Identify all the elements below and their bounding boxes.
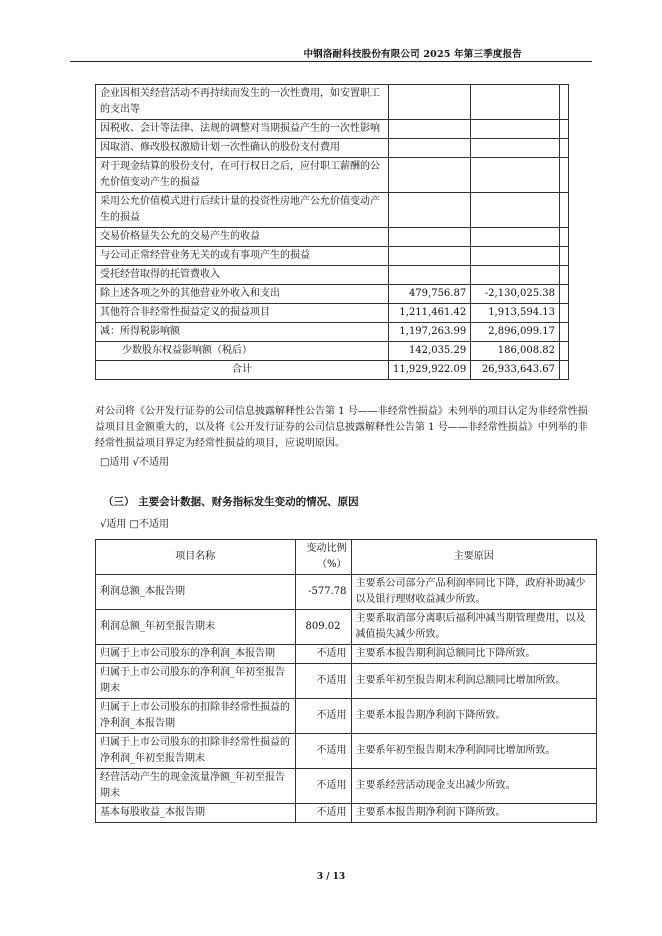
table-row bbox=[96, 228, 569, 247]
ytd-value bbox=[471, 158, 560, 193]
note-cell bbox=[559, 361, 568, 380]
change-ratio: -577.78 bbox=[295, 575, 351, 610]
note-cell bbox=[559, 266, 568, 285]
page-header: 中钢洛耐科技股份有限公司 2025 年第三季度报告 bbox=[303, 49, 522, 60]
total-label: 合计 bbox=[96, 361, 389, 380]
header-divider bbox=[70, 61, 592, 62]
item-name: 归属于上市公司股东的扣除非经常性损益的净利润_本报告期 bbox=[96, 699, 296, 734]
item-name: 除上述各项之外的其他营业外收入和支出 bbox=[96, 285, 389, 304]
table-row bbox=[96, 285, 569, 304]
item-name: 少数股东权益影响额（税后） bbox=[96, 342, 389, 361]
table-row bbox=[96, 664, 597, 699]
note-cell bbox=[559, 304, 568, 323]
item-name: 因取消、修改股权激励计划一次性确认的股份支付费用 bbox=[96, 139, 389, 158]
applicable-checkbox-2: √适用 □不适用 bbox=[100, 519, 169, 530]
ytd-value bbox=[471, 266, 560, 285]
table-row bbox=[96, 120, 569, 139]
table-row bbox=[96, 158, 569, 193]
item-name: 与公司正常经营业务无关的或有事项产生的损益 bbox=[96, 247, 389, 266]
change-ratio: 不适用 bbox=[295, 769, 351, 804]
note-cell bbox=[559, 158, 568, 193]
item-name: 受托经营取得的托管费收入 bbox=[96, 266, 389, 285]
current-value bbox=[389, 193, 471, 228]
change-ratio: 不适用 bbox=[295, 699, 351, 734]
item-name: 采用公允价值模式进行后续计量的投资性房地产公允价值变动产生的损益 bbox=[96, 193, 389, 228]
current-value: 1,211,461.42 bbox=[389, 304, 471, 323]
table-row bbox=[96, 610, 597, 645]
main-reason: 主要系本报告期净利润下降所致。 bbox=[351, 804, 596, 823]
main-reason: 主要系本报告期净利润下降所致。 bbox=[351, 699, 596, 734]
table-row bbox=[96, 734, 597, 769]
note-cell bbox=[559, 120, 568, 139]
main-reason: 主要系经营活动现金支出减少所致。 bbox=[351, 769, 596, 804]
change-ratio: 不适用 bbox=[295, 664, 351, 699]
section-title: （三） 主要会计数据、财务指标发生变动的情况、原因 bbox=[103, 496, 359, 508]
item-name: 归属于上市公司股东的净利润_本报告期 bbox=[96, 645, 296, 664]
table-row bbox=[96, 193, 569, 228]
current-value: 11,929,922.09 bbox=[389, 361, 471, 380]
ytd-value bbox=[471, 247, 560, 266]
main-reason: 主要系公司部分产品利润率同比下降，政府补助减少以及银行理财收益减少所致。 bbox=[351, 575, 596, 610]
ytd-value: 26,933,643.67 bbox=[471, 361, 560, 380]
current-value bbox=[389, 247, 471, 266]
note-cell bbox=[559, 228, 568, 247]
current-value bbox=[389, 228, 471, 247]
change-ratio: 不适用 bbox=[295, 645, 351, 664]
item-name: 因税收、会计等法律、法规的调整对当期损益产生的一次性影响 bbox=[96, 120, 389, 139]
table-row bbox=[96, 575, 597, 610]
current-value bbox=[389, 85, 471, 120]
table-row bbox=[96, 323, 569, 342]
item-name: 归属于上市公司股东的扣除非经常性损益的净利润_年初至报告期末 bbox=[96, 734, 296, 769]
current-value: 479,756.87 bbox=[389, 285, 471, 304]
table-row bbox=[96, 769, 597, 804]
table-row bbox=[96, 139, 569, 158]
item-name: 归属于上市公司股东的净利润_年初至报告期末 bbox=[96, 664, 296, 699]
note-cell bbox=[559, 193, 568, 228]
current-value bbox=[389, 120, 471, 139]
ytd-value: -2,130,025.38 bbox=[471, 285, 560, 304]
main-reason: 主要系年初至报告期末利润总额同比增加所致。 bbox=[351, 664, 596, 699]
change-ratio: 809.02 bbox=[295, 610, 351, 645]
table-header-row bbox=[96, 540, 597, 575]
table-row bbox=[96, 266, 569, 285]
item-name: 经营活动产生的现金流量净额_年初至报告期末 bbox=[96, 769, 296, 804]
item-name: 减：所得税影响额 bbox=[96, 323, 389, 342]
item-name: 企业因相关经营活动不再持续而发生的一次性费用，如安置职工的支出等 bbox=[96, 85, 389, 120]
note-cell bbox=[559, 285, 568, 304]
item-name: 基本每股收益_本报告期 bbox=[96, 804, 296, 823]
table-row bbox=[96, 342, 569, 361]
item-name: 对于现金结算的股份支付，在可行权日之后，应付职工薪酬的公允价值变动产生的损益 bbox=[96, 158, 389, 193]
explanation-paragraph: 对公司将《公开发行证券的公司信息披露解释性公告第 1 号——非经常性损益》未列举的项目认定为非经常性损益项目且金额重大的，以及将《公开发行证券的公司信息披露解释性公告第 1 号——非经常性损益》中列举的非经常性损益项目界定为经常性损益的项目，应说明原因。 bbox=[95, 406, 588, 450]
note-cell bbox=[559, 247, 568, 266]
ytd-value: 2,896,099.17 bbox=[471, 323, 560, 342]
ytd-value: 1,913,594.13 bbox=[471, 304, 560, 323]
page-number: 3 / 13 bbox=[316, 872, 346, 882]
current-value bbox=[389, 139, 471, 158]
note-cell bbox=[559, 139, 568, 158]
change-ratio: 不适用 bbox=[295, 734, 351, 769]
item-name: 利润总额_年初至报告期末 bbox=[96, 610, 296, 645]
change-ratio: 不适用 bbox=[295, 804, 351, 823]
current-value: 142,035.29 bbox=[389, 342, 471, 361]
item-name: 其他符合非经常性损益定义的损益项目 bbox=[96, 304, 389, 323]
ytd-value bbox=[471, 228, 560, 247]
non-recurring-items-table bbox=[95, 84, 569, 380]
header-item-name: 项目名称 bbox=[96, 540, 296, 575]
item-name: 交易价格显失公允的交易产生的收益 bbox=[96, 228, 389, 247]
main-reason: 主要系年初至报告期末净利润同比增加所致。 bbox=[351, 734, 596, 769]
note-cell bbox=[559, 323, 568, 342]
main-reason: 主要系取消部分离职后福利冲减当期管理费用，以及减值损失减少所致。 bbox=[351, 610, 596, 645]
ytd-value bbox=[471, 85, 560, 120]
table-row bbox=[96, 85, 569, 120]
header-main-reason: 主要原因 bbox=[351, 540, 596, 575]
ytd-value bbox=[471, 193, 560, 228]
applicable-checkbox-1: □适用 √不适用 bbox=[100, 457, 169, 468]
ytd-value bbox=[471, 139, 560, 158]
table-row bbox=[96, 645, 597, 664]
table-row-total bbox=[96, 361, 569, 380]
note-cell bbox=[559, 85, 568, 120]
ytd-value: 186,008.82 bbox=[471, 342, 560, 361]
header-change-ratio: 变动比例（%） bbox=[295, 540, 351, 575]
current-value bbox=[389, 158, 471, 193]
table-row bbox=[96, 699, 597, 734]
table-row bbox=[96, 804, 597, 823]
table-row bbox=[96, 247, 569, 266]
key-indicator-changes-table bbox=[95, 539, 597, 823]
table-row bbox=[96, 304, 569, 323]
current-value bbox=[389, 266, 471, 285]
ytd-value bbox=[471, 120, 560, 139]
note-cell bbox=[559, 342, 568, 361]
item-name: 利润总额_本报告期 bbox=[96, 575, 296, 610]
current-value: 1,197,263.99 bbox=[389, 323, 471, 342]
main-reason: 主要系本报告期利润总额同比下降所致。 bbox=[351, 645, 596, 664]
